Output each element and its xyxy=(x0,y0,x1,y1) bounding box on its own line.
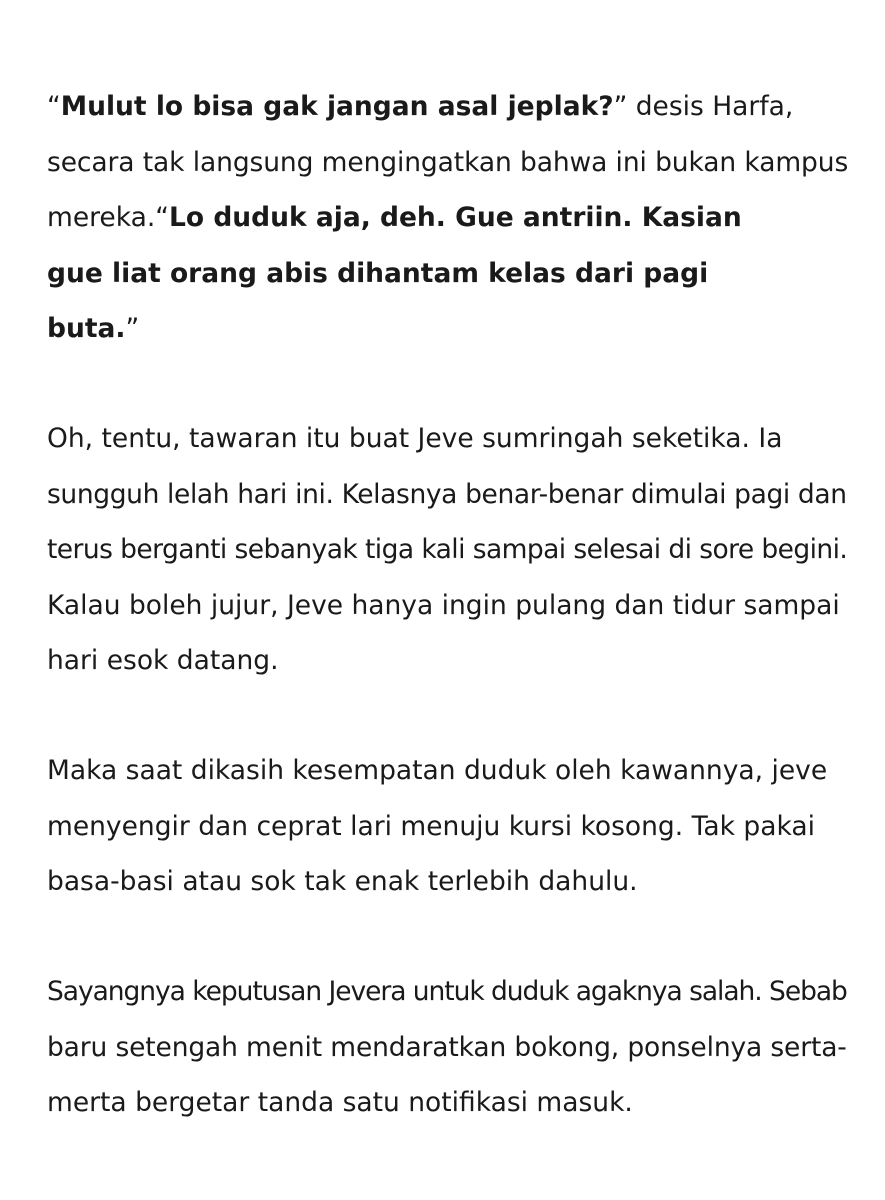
text-line xyxy=(47,467,847,523)
text-line xyxy=(47,964,847,1020)
text-run-bold: buta. xyxy=(47,313,126,344)
text-run-bold: Mulut lo bisa gak jangan asal jeplak? xyxy=(60,91,614,122)
text-run: “ xyxy=(47,91,61,122)
text-run: merta bergetar tanda satu notifikasi masuk. xyxy=(47,1087,633,1118)
text-line xyxy=(47,743,847,799)
text-run: mereka.“ xyxy=(47,202,170,233)
text-line xyxy=(47,854,847,910)
text-line xyxy=(47,79,847,135)
text-run: basa-basi atau sok tak enak terlebih dahulu. xyxy=(47,866,638,897)
text-line xyxy=(47,301,847,357)
text-line xyxy=(47,799,847,855)
text-line xyxy=(47,411,847,467)
text-line xyxy=(47,1020,847,1076)
text-line xyxy=(47,135,847,191)
text-run: Maka saat dikasih kesempatan duduk oleh kawannya, jeve xyxy=(47,755,828,786)
text-run: baru setengah menit mendaratkan bokong, ponselnya serta- xyxy=(47,1031,847,1063)
text-line xyxy=(47,522,847,578)
text-run-bold: gue liat orang abis dihantam kelas dari pagi xyxy=(47,257,709,289)
text-run: sungguh lelah hari ini. Kelasnya benar-benar dimulai pagi dan xyxy=(47,478,847,510)
text-run: ” desis Harfa, xyxy=(613,91,794,122)
text-run: ” xyxy=(125,313,140,344)
paragraph-narration xyxy=(47,964,847,1131)
text-line xyxy=(47,578,847,634)
text-line xyxy=(47,190,847,246)
text-run: hari esok datang. xyxy=(47,645,279,676)
text-run: terus berganti sebanyak tiga kali sampai selesai di sore begini. xyxy=(47,534,848,565)
text-run: menyengir dan ceprat lari menuju kursi kosong. Tak pakai xyxy=(47,810,815,842)
text-run: Sayangnya keputusan Jevera untuk duduk agaknya salah. Sebab xyxy=(47,976,847,1007)
text-line xyxy=(47,633,847,689)
paragraph-dialogue xyxy=(47,79,847,357)
text-run-bold: Lo duduk aja, deh. Gue antriin. Kasian xyxy=(169,202,742,233)
text-line xyxy=(47,246,847,302)
text-run: Kalau boleh jujur, Jeve hanya ingin pulang dan tidur sampai xyxy=(47,589,840,621)
paragraph-narration xyxy=(47,411,847,689)
text-run: Oh, tentu, tawaran itu buat Jeve sumringah seketika. Ia xyxy=(47,423,783,454)
paragraph-narration xyxy=(47,743,847,910)
text-line xyxy=(47,1075,847,1131)
text-run: secara tak langsung mengingatkan bahwa ini bukan kampus xyxy=(47,146,849,178)
